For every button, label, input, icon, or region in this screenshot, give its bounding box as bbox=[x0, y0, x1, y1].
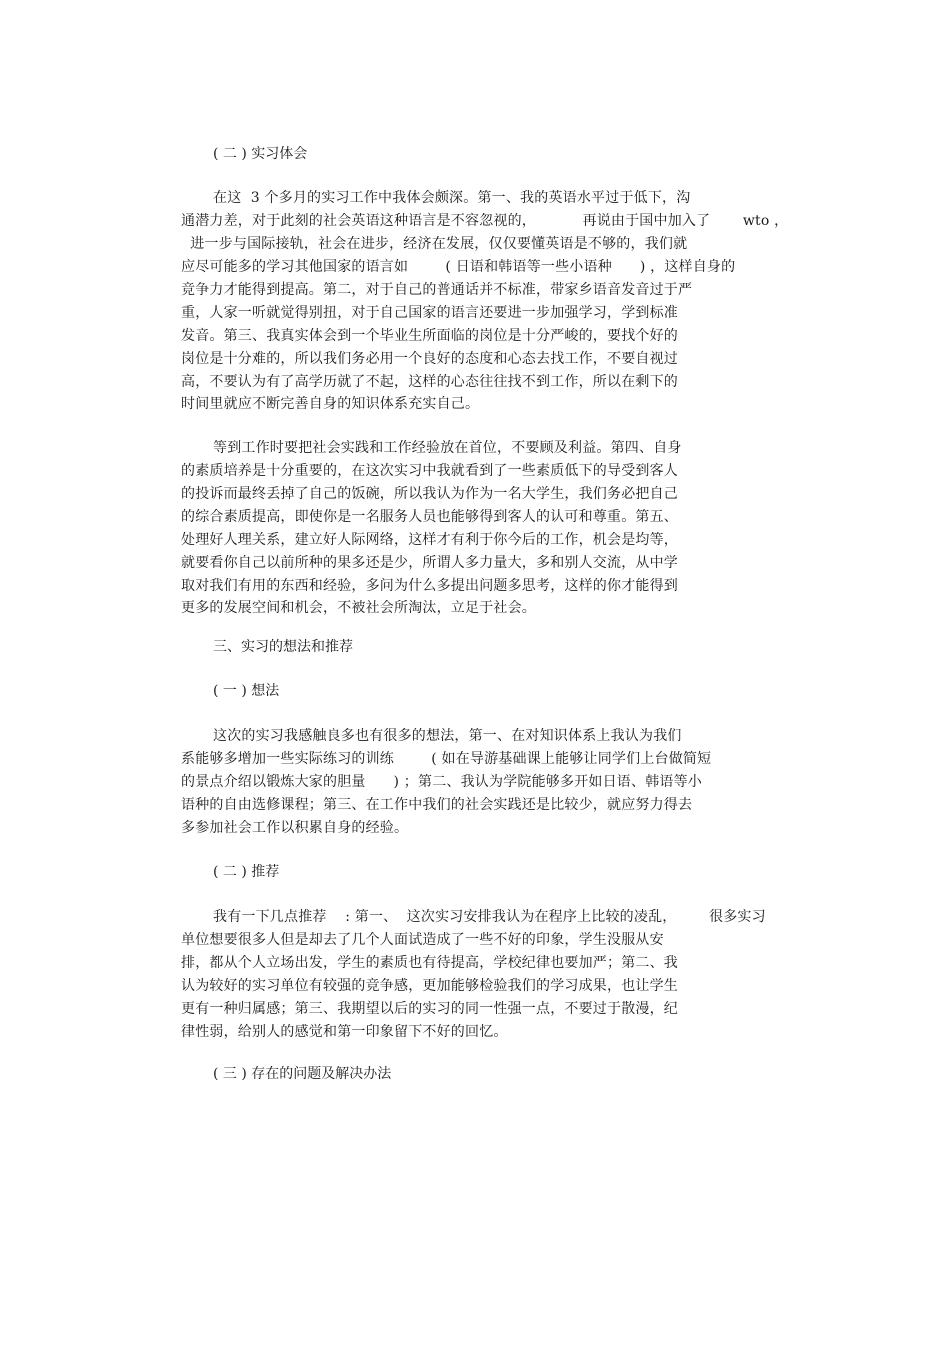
paragraph-line: 通潜力差，对于此刻的社会英语这种语言是不容忽视的， 再说由于国中加入了 wto ， bbox=[181, 213, 789, 229]
paragraph-line: 等到工作时要把社会实践和工作经验放在首位，不要顾及利益。第四、自身 bbox=[213, 440, 682, 456]
paragraph-line: 排，都从个人立场出发，学生的素质也有待提高，学校纪律也要加严；第二、我 bbox=[181, 955, 678, 971]
section-heading-problems-and-solutions: ( 三 ) 存在的问题及解决办法 bbox=[213, 1066, 392, 1082]
paragraph-line: 律性弱，给别人的感觉和第一印象留下不好的回忆。 bbox=[181, 1024, 508, 1040]
paragraph-line: 应尽可能多的学习其他国家的语言如 ( 日语和韩语等一些小语种 ) ，这样自身的 bbox=[181, 259, 736, 275]
paragraph-line: 取对我们有用的东西和经验，多问为什么多提出问题多思考，这样的你才能得到 bbox=[181, 578, 678, 594]
paragraph-line: 时间里就应不断完善自身的知识体系充实自己。 bbox=[181, 396, 480, 412]
paragraph-line: 高，不要认为有了高学历就了不起，这样的心态往往找不到工作，所以在剩下的 bbox=[181, 374, 678, 390]
paragraph-line: 的景点介绍以锻炼大家的胆量 ) ；第二、我认为学院能够多开如日语、韩语等小 bbox=[181, 774, 703, 790]
paragraph-line: 的综合素质提高，即使你是一名服务人员也能够得到客人的认可和尊重。第五、 bbox=[181, 509, 678, 525]
paragraph-line: 语种的自由选修课程；第三、在工作中我们的社会实践还是比较少，就应努力得去 bbox=[181, 797, 693, 813]
paragraph-line: 这次的实习我感触良多也有很多的想法，第一、在对知识体系上我认为我们 bbox=[213, 728, 682, 744]
paragraph-line: 发音。第三、我真实体会到一个毕业生所面临的岗位是十分严峻的，要找个好的 bbox=[181, 328, 678, 344]
section-heading-ideas: ( 一 ) 想法 bbox=[213, 683, 280, 699]
paragraph-line: 我有一下几点推荐 : 第一、 这次实习安排我认为在程序上比较的凌乱， 很多实习 bbox=[213, 909, 766, 925]
paragraph-line: 进一步与国际接轨，社会在进步，经济在发展，仅仅要懂英语是不够的，我们就 bbox=[181, 236, 688, 252]
paragraph-line: 系能够多增加一些实际练习的训练 ( 如在导游基础课上能够让同学们上台做简短 bbox=[181, 751, 712, 767]
section-heading-recommendations: ( 二 ) 推荐 bbox=[213, 864, 280, 880]
paragraph-line: 更有一种归属感；第三、我期望以后的实习的同一性强一点，不要过于散漫，纪 bbox=[181, 1001, 678, 1017]
paragraph-line: 岗位是十分难的，所以我们务必用一个良好的态度和心态去找工作，不要自视过 bbox=[181, 351, 678, 367]
paragraph-line: 认为较好的实习单位有较强的竞争感，更加能够检验我们的学习成果，也让学生 bbox=[181, 978, 678, 994]
paragraph-line: 更多的发展空间和机会，不被社会所淘汰，立足于社会。 bbox=[181, 600, 536, 616]
paragraph-line: 多参加社会工作以积累自身的经验。 bbox=[181, 820, 409, 836]
paragraph-line: 重，人家一听就觉得别扭，对于自己国家的语言还要进一步加强学习，学到标准 bbox=[181, 305, 678, 321]
paragraph-line: 的素质培养是十分重要的，在这次实习中我就看到了一些素质低下的导受到客人 bbox=[181, 463, 678, 479]
section-heading-experience: ( 二 ) 实习体会 bbox=[213, 146, 308, 162]
paragraph-line: 处理好人理关系，建立好人际网络，这样才有利于你今后的工作，机会是均等， bbox=[181, 532, 678, 548]
paragraph-line: 竞争力才能得到提高。第二，对于自己的普通话并不标准，带家乡语音发音过于严 bbox=[181, 282, 693, 298]
paragraph-line: 在这 3 个多月的实习工作中我体会颇深。第一、我的英语水平过于低下，沟 bbox=[213, 190, 691, 206]
paragraph-line: 的投诉而最终丢掉了自己的饭碗，所以我认为作为一名大学生，我们务必把自己 bbox=[181, 486, 678, 502]
section-heading-ideas-and-recommendations: 三、实习的想法和推荐 bbox=[213, 639, 353, 655]
paragraph-line: 单位想要很多人但是却去了几个人面试造成了一些不好的印象，学生没服从安 bbox=[181, 932, 664, 948]
paragraph-line: 就要看你自己以前所种的果多还是少，所谓人多力量大，多和别人交流，从中学 bbox=[181, 555, 678, 571]
